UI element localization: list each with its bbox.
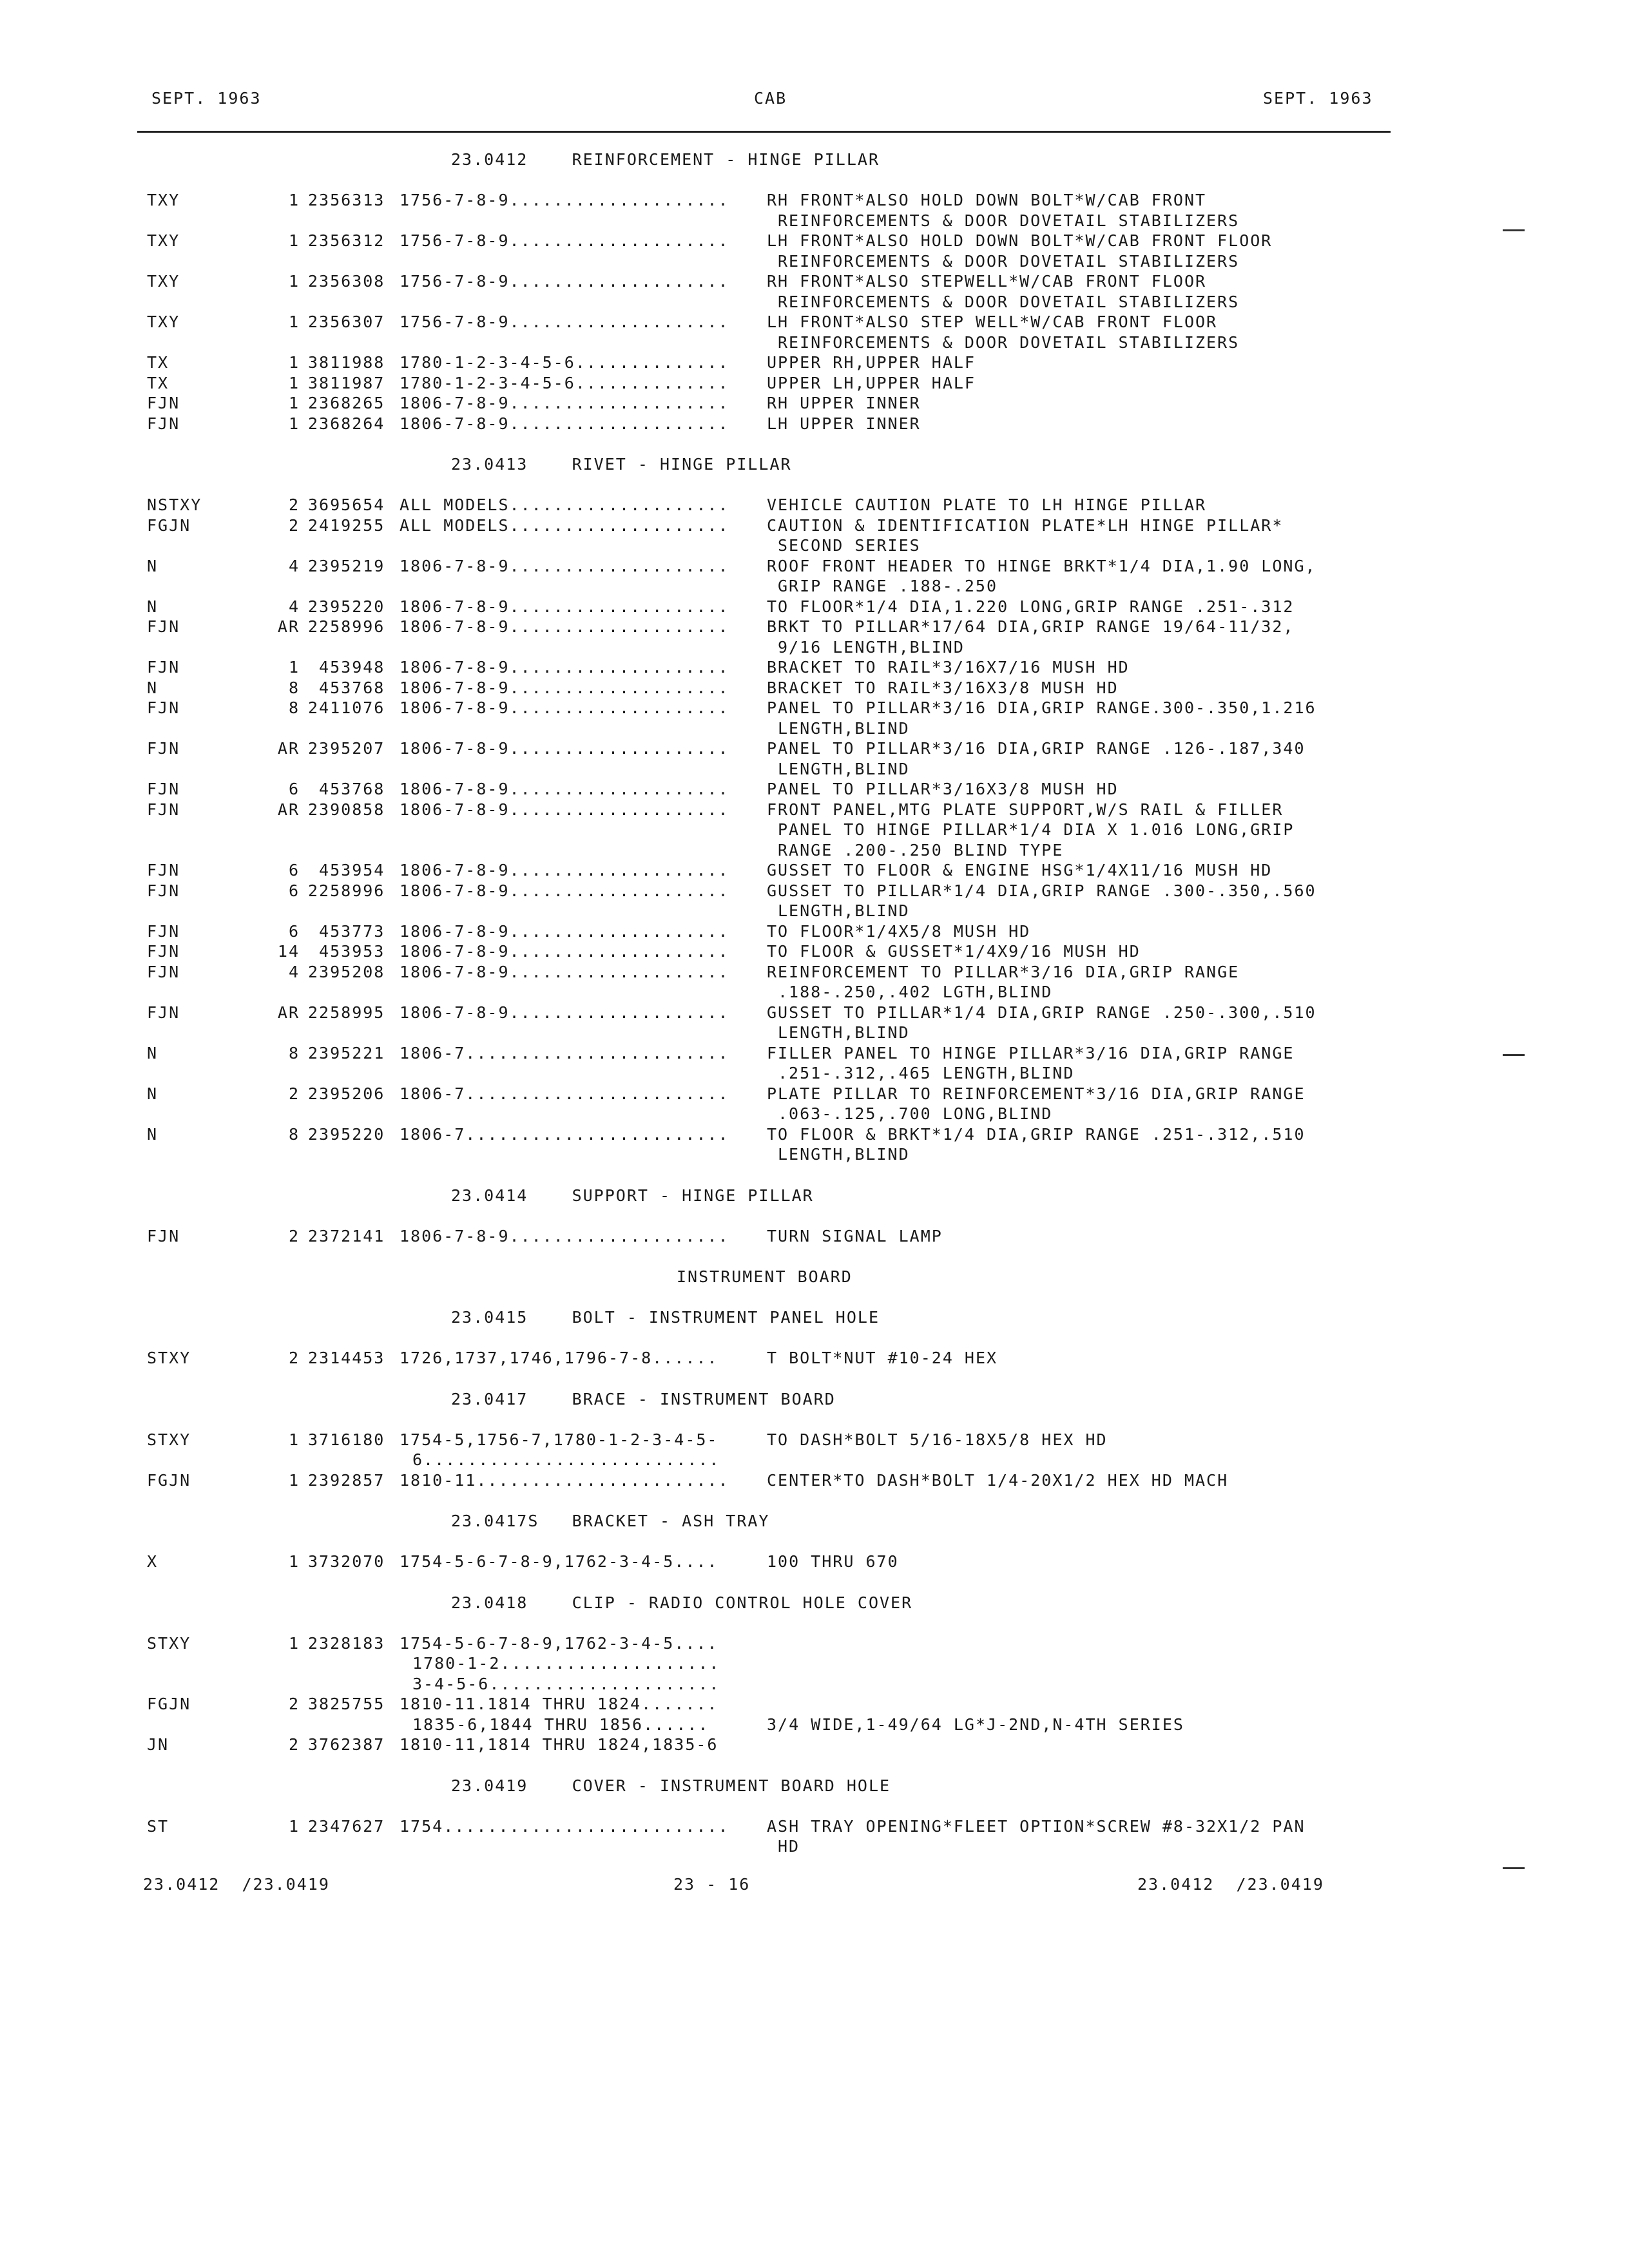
part-number: 2411076 <box>308 698 385 717</box>
description: LH FRONT*ALSO STEP WELL*W/CAB FRONT FLOOR <box>767 312 1218 331</box>
description: PLATE PILLAR TO REINFORCEMENT*3/16 DIA,GRIP RANGE <box>767 1084 1306 1103</box>
parts-row <box>0 1817 1629 1837</box>
model-list: 1806-7-8-9.................... <box>400 1003 729 1022</box>
description-continuation-text: LENGTH,BLIND <box>778 1145 910 1164</box>
section-title: 23.0415 BOLT - INSTRUMENT PANEL HOLE <box>451 1308 880 1327</box>
footer-range-left: 23.0412 /23.0419 <box>143 1875 330 1894</box>
model-code: FJN <box>147 1226 180 1245</box>
model-code: X <box>147 1552 159 1571</box>
model-code: N <box>147 597 159 616</box>
quantity: 6 <box>288 921 300 941</box>
description: RH FRONT*ALSO HOLD DOWN BOLT*W/CAB FRONT <box>767 191 1207 209</box>
quantity: 1 <box>288 231 300 250</box>
part-number: 453948 <box>308 658 385 677</box>
parts-row <box>0 1735 1629 1755</box>
part-number: 2390858 <box>308 800 385 819</box>
description-continuation <box>0 577 1629 597</box>
description-continuation-text: LENGTH,BLIND <box>778 759 910 778</box>
model-code: FJN <box>147 800 180 819</box>
parts-row <box>0 1044 1629 1064</box>
model-list: 1806-7-8-9.................... <box>400 658 729 677</box>
parts-row <box>0 922 1629 942</box>
model-list: 1754-5,1756-7,1780-1-2-3-4-5- <box>400 1430 718 1449</box>
description-continuation <box>0 1064 1629 1084</box>
parts-row <box>0 658 1629 678</box>
quantity: 2 <box>288 1084 300 1103</box>
model-list: 1756-7-8-9.................... <box>400 312 729 331</box>
part-number: 2258995 <box>308 1003 385 1022</box>
description: BRKT TO PILLAR*17/64 DIA,GRIP RANGE 19/64-11/32, <box>767 617 1295 636</box>
quantity: 2 <box>288 1226 300 1245</box>
model-code: FJN <box>147 617 180 636</box>
description-continuation-text: LENGTH,BLIND <box>778 1023 910 1042</box>
quantity: 8 <box>288 678 300 697</box>
parts-row <box>0 1125 1629 1145</box>
model-list: 1806-7-8-9.................... <box>400 780 729 798</box>
part-number: 2368264 <box>308 414 385 433</box>
model-list: 1780-1-2-3-4-5-6.............. <box>400 373 729 392</box>
description-continuation-text: REINFORCEMENTS & DOOR DOVETAIL STABILIZERS <box>778 332 1240 352</box>
parts-row <box>0 963 1629 983</box>
model-list: 1806-7-8-9.................... <box>400 556 729 575</box>
part-number: 2395220 <box>308 597 385 616</box>
model-code: FJN <box>147 921 180 941</box>
description-continuation <box>0 719 1629 739</box>
quantity: 2 <box>288 1735 300 1754</box>
parts-row <box>0 617 1629 637</box>
model-code: TX <box>147 353 169 372</box>
header-date-right: SEPT. 1963 <box>1263 89 1373 108</box>
part-number: 3732070 <box>308 1552 385 1571</box>
model-code: ST <box>147 1816 169 1836</box>
description-continuation-text: REINFORCEMENTS & DOOR DOVETAIL STABILIZERS <box>778 251 1240 271</box>
description-continuation <box>0 1145 1629 1165</box>
part-number: 2395219 <box>308 556 385 575</box>
description-continuation-text: LENGTH,BLIND <box>778 718 910 738</box>
parts-row <box>0 231 1629 251</box>
model-code: N <box>147 1084 159 1103</box>
description-continuation <box>0 536 1629 556</box>
model-code: FJN <box>147 698 180 717</box>
model-list: 1806-7-8-9.................... <box>400 698 729 717</box>
description: RH UPPER INNER <box>767 394 921 412</box>
description: UPPER RH,UPPER HALF <box>767 353 976 372</box>
quantity: AR <box>277 617 300 636</box>
description: PANEL TO PILLAR*3/16X3/8 MUSH HD <box>767 780 1119 798</box>
quantity: 8 <box>288 1043 300 1062</box>
model-list: 1806-7-8-9.................... <box>400 414 729 433</box>
description-continuation <box>0 1104 1629 1124</box>
description: TO DASH*BOLT 5/16-18X5/8 HEX HD <box>767 1430 1108 1449</box>
description-continuation-text: SECOND SERIES <box>778 536 921 555</box>
part-number: 453954 <box>308 861 385 879</box>
part-number: 2356313 <box>308 191 385 209</box>
description-continuation-text: GRIP RANGE .188-.250 <box>778 577 998 595</box>
model-code: N <box>147 678 159 697</box>
quantity: 1 <box>288 1470 300 1490</box>
description-continuation <box>0 841 1629 861</box>
model-list: 1754-5-6-7-8-9,1762-3-4-5.... <box>400 1633 718 1653</box>
description-continuation-text: LENGTH,BLIND <box>778 901 910 920</box>
description: ASH TRAY OPENING*FLEET OPTION*SCREW #8-32X1/2 PAN <box>767 1816 1306 1836</box>
model-list: 1806-7........................ <box>400 1084 729 1103</box>
quantity: 6 <box>288 861 300 879</box>
part-number: 2314453 <box>308 1349 385 1367</box>
quantity: 1 <box>288 1816 300 1836</box>
model-list: ALL MODELS.................... <box>400 515 729 535</box>
quantity: 2 <box>288 1349 300 1367</box>
description-continuation <box>0 638 1629 658</box>
model-list: ALL MODELS.................... <box>400 495 729 514</box>
quantity: 8 <box>288 1124 300 1144</box>
description: BRACKET TO RAIL*3/16X7/16 MUSH HD <box>767 658 1130 677</box>
quantity: 1 <box>288 414 300 433</box>
model-code: FJN <box>147 394 180 412</box>
parts-row <box>0 1430 1629 1450</box>
part-number: 2356312 <box>308 231 385 250</box>
description: T BOLT*NUT #10-24 HEX <box>767 1349 998 1367</box>
description-continuation <box>0 983 1629 1003</box>
part-number: 2395220 <box>308 1124 385 1144</box>
parts-row <box>0 191 1629 211</box>
model-code: FJN <box>147 942 180 961</box>
description-continuation-text: 9/16 LENGTH,BLIND <box>778 637 965 657</box>
section-title: 23.0414 SUPPORT - HINGE PILLAR <box>451 1186 814 1205</box>
parts-row <box>0 495 1629 515</box>
description-continuation-text: .063-.125,.700 LONG,BLIND <box>778 1104 1053 1123</box>
quantity: 1 <box>288 658 300 677</box>
model-list: 1806-7-8-9.................... <box>400 861 729 879</box>
parts-row <box>0 780 1629 800</box>
part-number: 2372141 <box>308 1226 385 1245</box>
model-list: 1806-7-8-9.................... <box>400 597 729 616</box>
parts-row <box>0 861 1629 881</box>
description-continuation-text: REINFORCEMENTS & DOOR DOVETAIL STABILIZERS <box>778 292 1240 311</box>
model-list-continuation: 1835-6,1844 THRU 1856...... <box>412 1715 709 1734</box>
quantity: 8 <box>288 698 300 717</box>
parts-row <box>0 353 1629 373</box>
section-title: 23.0412 REINFORCEMENT - HINGE PILLAR <box>451 150 880 169</box>
quantity: 4 <box>288 597 300 616</box>
quantity: 1 <box>288 312 300 331</box>
parts-row <box>0 881 1629 901</box>
description-continuation <box>0 293 1629 312</box>
description-continuation <box>0 1837 1629 1857</box>
part-number: 2258996 <box>308 881 385 900</box>
model-code: N <box>147 1124 159 1144</box>
section-title: 23.0417S BRACKET - ASH TRAY <box>451 1512 770 1530</box>
description: 100 THRU 670 <box>767 1552 899 1571</box>
model-list: 1806-7-8-9.................... <box>400 1226 729 1245</box>
model-list: 1806-7........................ <box>400 1043 729 1062</box>
model-code: TXY <box>147 231 180 250</box>
parts-row <box>0 678 1629 698</box>
quantity: 1 <box>288 1552 300 1571</box>
model-list: 1810-11,1814 THRU 1824,1835-6 <box>400 1735 718 1754</box>
parts-row-continuation <box>0 1654 1629 1674</box>
description-continuation-text: .251-.312,.465 LENGTH,BLIND <box>778 1064 1075 1082</box>
quantity: 1 <box>288 353 300 372</box>
description-continuation-text: RANGE .200-.250 BLIND TYPE <box>778 840 1064 860</box>
model-code: FJN <box>147 414 180 433</box>
quantity: 1 <box>288 191 300 209</box>
model-list: 1806-7........................ <box>400 1124 729 1144</box>
description: UPPER LH,UPPER HALF <box>767 373 976 392</box>
header-date-left: SEPT. 1963 <box>151 89 262 108</box>
description-continuation <box>0 252 1629 272</box>
description: CENTER*TO DASH*BOLT 1/4-20X1/2 HEX HD MACH <box>767 1470 1229 1490</box>
part-number: 3811987 <box>308 373 385 392</box>
model-list: 1810-11....................... <box>400 1470 729 1490</box>
part-number: 2395206 <box>308 1084 385 1103</box>
model-list-continuation: 3-4-5-6..................... <box>412 1674 720 1693</box>
part-number: 3811988 <box>308 353 385 372</box>
part-number: 2328183 <box>308 1633 385 1653</box>
description: GUSSET TO PILLAR*1/4 DIA,GRIP RANGE .250-.300,.510 <box>767 1003 1316 1022</box>
part-number: 453953 <box>308 942 385 961</box>
parts-row <box>0 739 1629 759</box>
description: TO FLOOR*1/4 DIA,1.220 LONG,GRIP RANGE .251-.312 <box>767 597 1295 616</box>
parts-row <box>0 312 1629 332</box>
model-code: FJN <box>147 962 180 981</box>
parts-row <box>0 394 1629 414</box>
model-code: FGJN <box>147 1470 191 1490</box>
description-continuation-text: HD <box>778 1837 800 1856</box>
model-list: 1806-7-8-9.................... <box>400 921 729 941</box>
model-list: 1806-7-8-9.................... <box>400 394 729 412</box>
group-title: INSTRUMENT BOARD <box>677 1267 853 1286</box>
model-list: 1806-7-8-9.................... <box>400 800 729 819</box>
description-continuation <box>0 760 1629 780</box>
model-code: JN <box>147 1735 169 1754</box>
parts-row <box>0 414 1629 434</box>
description-continuation-text: REINFORCEMENTS & DOOR DOVETAIL STABILIZERS <box>778 211 1240 230</box>
part-number: 3716180 <box>308 1430 385 1449</box>
description: TURN SIGNAL LAMP <box>767 1226 943 1245</box>
model-code: FJN <box>147 739 180 758</box>
model-list: 1806-7-8-9.................... <box>400 942 729 961</box>
quantity: 14 <box>277 942 300 961</box>
parts-row <box>0 800 1629 820</box>
parts-row <box>0 374 1629 394</box>
model-list: 1756-7-8-9.................... <box>400 272 729 291</box>
model-code: TX <box>147 373 169 392</box>
description-continuation <box>0 820 1629 840</box>
section-title: 23.0417 BRACE - INSTRUMENT BOARD <box>451 1389 836 1408</box>
margin-mark <box>1503 229 1525 231</box>
model-list: 1726,1737,1746,1796-7-8...... <box>400 1349 718 1367</box>
model-code: FJN <box>147 1003 180 1022</box>
part-number: 2395221 <box>308 1043 385 1062</box>
description: FILLER PANEL TO HINGE PILLAR*3/16 DIA,GRIP RANGE <box>767 1043 1295 1062</box>
quantity: 4 <box>288 962 300 981</box>
part-number: 2395208 <box>308 962 385 981</box>
description-continuation <box>0 901 1629 921</box>
footer-range-right: 23.0412 /23.0419 <box>1137 1875 1324 1894</box>
part-number: 2395207 <box>308 739 385 758</box>
model-list: 1806-7-8-9.................... <box>400 678 729 697</box>
description: CAUTION & IDENTIFICATION PLATE*LH HINGE PILLAR* <box>767 515 1284 535</box>
quantity: AR <box>277 1003 300 1022</box>
model-list: 1810-11.1814 THRU 1824....... <box>400 1695 718 1713</box>
parts-row-continuation <box>0 1715 1629 1735</box>
model-list: 1754.......................... <box>400 1816 729 1836</box>
model-code: FJN <box>147 780 180 798</box>
quantity: 1 <box>288 1430 300 1449</box>
model-code: STXY <box>147 1430 191 1449</box>
part-number: 3825755 <box>308 1695 385 1713</box>
parts-row <box>0 1084 1629 1104</box>
parts-row <box>0 272 1629 292</box>
part-number: 2356307 <box>308 312 385 331</box>
description: VEHICLE CAUTION PLATE TO LH HINGE PILLAR <box>767 495 1207 514</box>
part-number: 453773 <box>308 921 385 941</box>
parts-row-continuation <box>0 1450 1629 1470</box>
part-number: 2392857 <box>308 1470 385 1490</box>
quantity: 4 <box>288 556 300 575</box>
quantity: 6 <box>288 780 300 798</box>
quantity: 1 <box>288 373 300 392</box>
part-number: 2258996 <box>308 617 385 636</box>
description: LH UPPER INNER <box>767 414 921 433</box>
description: GUSSET TO FLOOR & ENGINE HSG*1/4X11/16 MUSH HD <box>767 861 1273 879</box>
model-code: FGJN <box>147 515 191 535</box>
description: LH FRONT*ALSO HOLD DOWN BOLT*W/CAB FRONT FLOOR <box>767 231 1273 250</box>
model-list: 1754-5-6-7-8-9,1762-3-4-5.... <box>400 1552 718 1571</box>
parts-row <box>0 942 1629 962</box>
model-code: TXY <box>147 191 180 209</box>
part-number: 2368265 <box>308 394 385 412</box>
quantity: 2 <box>288 495 300 514</box>
model-code: STXY <box>147 1633 191 1653</box>
description: TO FLOOR & BRKT*1/4 DIA,GRIP RANGE .251-.312,.510 <box>767 1124 1306 1144</box>
margin-mark <box>1503 1867 1525 1869</box>
description: REINFORCEMENT TO PILLAR*3/16 DIA,GRIP RANGE <box>767 962 1240 981</box>
description: BRACKET TO RAIL*3/16X3/8 MUSH HD <box>767 678 1119 697</box>
parts-row <box>0 1695 1629 1715</box>
model-code: N <box>147 556 159 575</box>
model-code: FJN <box>147 881 180 900</box>
description: RH FRONT*ALSO STEPWELL*W/CAB FRONT FLOOR <box>767 272 1207 291</box>
parts-row <box>0 698 1629 718</box>
description: PANEL TO PILLAR*3/16 DIA,GRIP RANGE.300-.350,1.216 <box>767 698 1316 717</box>
part-number: 2419255 <box>308 515 385 535</box>
parts-row-continuation <box>0 1675 1629 1695</box>
quantity: 1 <box>288 394 300 412</box>
quantity: 2 <box>288 515 300 535</box>
model-code: TXY <box>147 312 180 331</box>
section-title: 23.0413 RIVET - HINGE PILLAR <box>451 455 792 474</box>
model-list: 1806-7-8-9.................... <box>400 739 729 758</box>
margin-mark <box>1503 1054 1525 1056</box>
description: PANEL TO PILLAR*3/16 DIA,GRIP RANGE .126-.187,340 <box>767 739 1306 758</box>
model-code: N <box>147 1043 159 1062</box>
quantity: AR <box>277 739 300 758</box>
model-code: NSTXY <box>147 495 202 514</box>
header-section-title: CAB <box>754 89 787 108</box>
quantity: 2 <box>288 1695 300 1713</box>
description: ROOF FRONT HEADER TO HINGE BRKT*1/4 DIA,1.90 LONG, <box>767 556 1316 575</box>
quantity: 6 <box>288 881 300 900</box>
description: TO FLOOR*1/4X5/8 MUSH HD <box>767 921 1031 941</box>
description: GUSSET TO PILLAR*1/4 DIA,GRIP RANGE .300-.350,.560 <box>767 881 1316 900</box>
description: 3/4 WIDE,1-49/64 LG*J-2ND,N-4TH SERIES <box>767 1715 1184 1734</box>
parts-row <box>0 1227 1629 1247</box>
description-continuation <box>0 1023 1629 1043</box>
parts-row <box>0 597 1629 617</box>
model-list-continuation: 1780-1-2.................... <box>412 1654 720 1673</box>
description-continuation-text: PANEL TO HINGE PILLAR*1/4 DIA X 1.016 LONG,GRIP <box>778 820 1295 839</box>
model-list: 1806-7-8-9.................... <box>400 962 729 981</box>
model-list: 1756-7-8-9.................... <box>400 231 729 250</box>
parts-row <box>0 1471 1629 1491</box>
part-number: 2356308 <box>308 272 385 291</box>
model-code: FJN <box>147 658 180 677</box>
quantity: 1 <box>288 1633 300 1653</box>
section-title: 23.0418 CLIP - RADIO CONTROL HOLE COVER <box>451 1593 913 1612</box>
model-code: TXY <box>147 272 180 291</box>
part-number: 2347627 <box>308 1816 385 1836</box>
parts-row <box>0 1634 1629 1654</box>
model-code: FJN <box>147 861 180 879</box>
description-continuation <box>0 333 1629 353</box>
part-number: 3762387 <box>308 1735 385 1754</box>
quantity: AR <box>277 800 300 819</box>
part-number: 453768 <box>308 678 385 697</box>
model-code: STXY <box>147 1349 191 1367</box>
footer-page-number: 23 - 16 <box>673 1875 751 1894</box>
quantity: 1 <box>288 272 300 291</box>
parts-row <box>0 1552 1629 1572</box>
description: TO FLOOR & GUSSET*1/4X9/16 MUSH HD <box>767 942 1141 961</box>
part-number: 453768 <box>308 780 385 798</box>
section-title: 23.0419 COVER - INSTRUMENT BOARD HOLE <box>451 1776 891 1795</box>
model-code: FGJN <box>147 1695 191 1713</box>
header-rule <box>137 131 1391 133</box>
model-list: 1806-7-8-9.................... <box>400 881 729 900</box>
parts-row <box>0 516 1629 536</box>
parts-row <box>0 1349 1629 1369</box>
model-list: 1756-7-8-9.................... <box>400 191 729 209</box>
parts-row <box>0 557 1629 577</box>
description-continuation-text: .188-.250,.402 LGTH,BLIND <box>778 983 1053 1001</box>
description-continuation <box>0 211 1629 231</box>
parts-row <box>0 1003 1629 1023</box>
part-number: 3695654 <box>308 495 385 514</box>
description: FRONT PANEL,MTG PLATE SUPPORT,W/S RAIL & FILLER <box>767 800 1284 819</box>
model-list: 1806-7-8-9.................... <box>400 617 729 636</box>
model-list: 1780-1-2-3-4-5-6.............. <box>400 353 729 372</box>
model-list-continuation: 6........................... <box>412 1450 720 1469</box>
